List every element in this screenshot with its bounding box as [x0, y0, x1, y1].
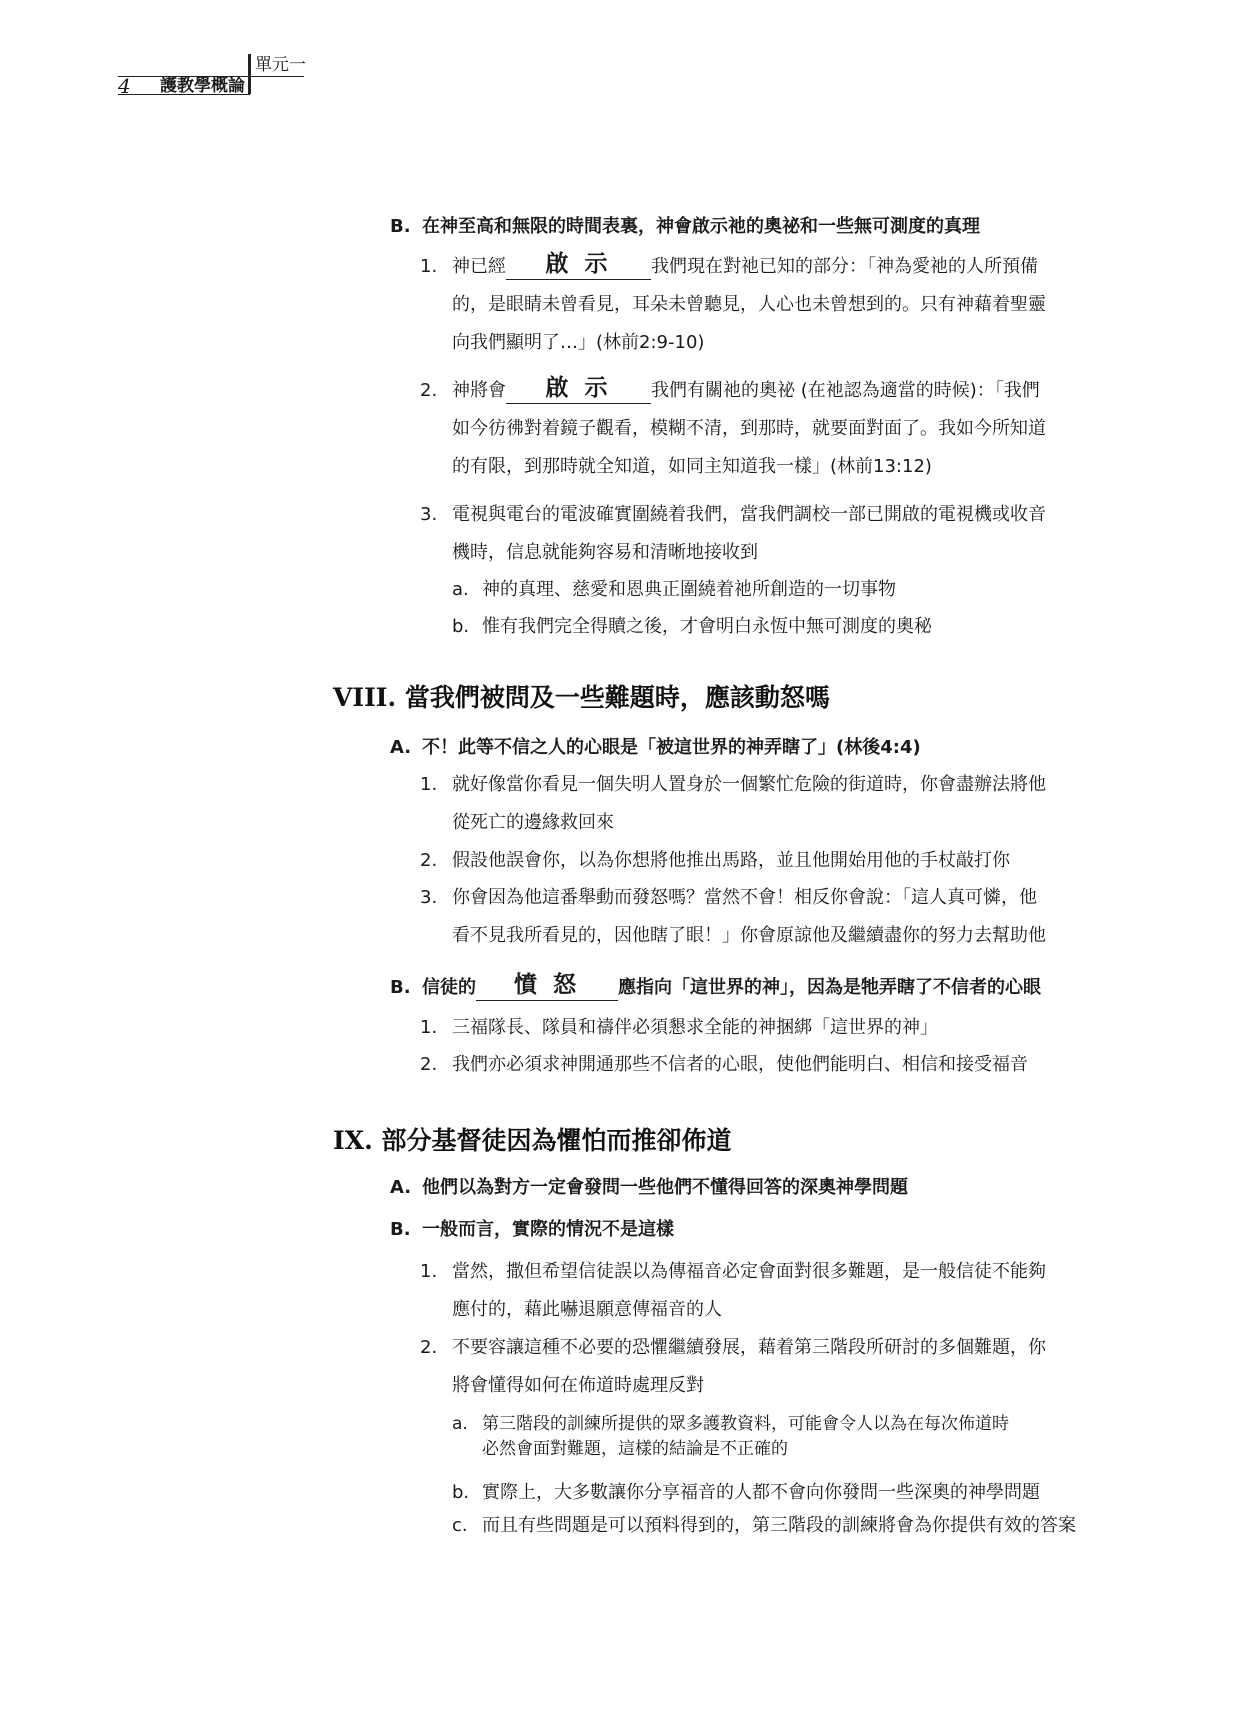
section-heading-viii: VIII. 當我們被問及一些難題時，應該動怒嗎: [333, 683, 830, 712]
outline-item-B2: [420, 372, 1115, 486]
item-text: 而且有些問題是可以預料得到的，第三階段的訓練將會為你提供有效的答案: [482, 1515, 1076, 1536]
header-divider: [248, 54, 251, 94]
fill-in-blank-answer: 憤 怒: [476, 970, 618, 1001]
item-text: 應指向「這世界的神」，因為是牠弄瞎了不信者的心眼: [618, 977, 1041, 998]
item-marker: 3.: [420, 504, 438, 525]
item-text: 實際上，大多數讓你分享福音的人都不會向你發問一些深奧的神學問題: [482, 1482, 1040, 1503]
item-marker: 1.: [420, 774, 438, 795]
item-marker: A.: [390, 737, 412, 758]
item-marker: B.: [390, 977, 411, 998]
item-marker: A.: [390, 1177, 412, 1198]
item-text: 神的真理、慈愛和恩典正圍繞着祂所創造的一切事物: [482, 579, 896, 600]
section-heading-ix: IX. 部分基督徒因為懼怕而推卻佈道: [333, 1126, 732, 1155]
item-marker: a.: [452, 579, 469, 600]
item-text: 的有限，到那時就全知道，如同主知道我一樣」(林前13:12): [452, 456, 932, 477]
item-marker: 1.: [420, 1017, 438, 1038]
outline-item-IX-B2c: [452, 1507, 1114, 1545]
outline-item-B3b: [452, 608, 1114, 646]
outline-item-VIII-B2: [420, 1046, 1115, 1084]
outline-item-VIII-B: [390, 969, 1110, 1007]
item-text: 第三階段的訓練所提供的眾多護教資料，可能會令人以為在每次佈道時: [482, 1414, 1009, 1434]
item-marker: 2.: [420, 1337, 438, 1358]
item-marker: 1.: [420, 256, 438, 277]
item-text: 電視與電台的電波確實圍繞着我們，當我們調校一部已開啟的電視機或收音: [452, 504, 1046, 525]
item-text: 一般而言，實際的情況不是這樣: [422, 1219, 674, 1240]
item-text: 就好像當你看見一個失明人置身於一個繁忙危險的街道時，你會盡辦法將他: [452, 774, 1046, 795]
item-text: 應付的，藉此嚇退願意傳福音的人: [452, 1299, 722, 1320]
outline-item-VIII-A2: [420, 842, 1115, 880]
item-text: 不！此等不信之人的心眼是「被這世界的神弄瞎了」(林後4:4): [422, 737, 921, 758]
item-text: 三福隊長、隊員和禱伴必須懇求全能的神捆綁「這世界的神」: [452, 1017, 938, 1038]
item-text: 機時，信息就能夠容易和清晰地接收到: [452, 542, 758, 563]
item-text: 惟有我們完全得贖之後，才會明白永恆中無可測度的奧秘: [482, 616, 932, 637]
item-text: 我們現在對祂已知的部分：「神為愛祂的人所預備: [651, 256, 1038, 277]
item-text: 向我們顯明了…」(林前2:9-10): [452, 332, 705, 353]
item-text: 信徒的: [422, 977, 476, 998]
item-text: 你會因為他這番舉動而發怒嗎？當然不會！相反你會說：「這人真可憐，他: [452, 887, 1037, 908]
item-text: 神將會: [452, 380, 506, 401]
item-marker: 2.: [420, 380, 438, 401]
item-text: 我們有關祂的奧祕 (在祂認為適當的時候)：「我們: [651, 380, 1040, 401]
item-marker: B.: [390, 1219, 411, 1240]
outline-item-B1: [420, 248, 1115, 362]
item-text: 假設他誤會你，以為你想將他推出馬路，並且他開始用他的手杖敲打你: [452, 850, 1010, 871]
outline-item-B3: [420, 496, 1115, 572]
outline-item-VIII-B1: [420, 1009, 1115, 1047]
outline-item-VIII-A3: [420, 879, 1115, 955]
item-marker: 1.: [420, 1261, 438, 1282]
item-marker: b.: [452, 1482, 470, 1503]
outline-item-IX-B: [390, 1211, 1110, 1249]
item-text: 看不見我所看見的，因他瞎了眼！」你會原諒他及繼續盡你的努力去幫助他: [452, 925, 1046, 946]
item-marker: 3.: [420, 887, 438, 908]
outline-item-VIII-A: [390, 729, 1110, 767]
outline-item-IX-A: [390, 1169, 1110, 1207]
item-text: 我們亦必須求神開通那些不信者的心眼，使他們能明白、相信和接受福音: [452, 1054, 1028, 1075]
item-text: 如今彷彿對着鏡子觀看，模糊不清，到那時，就要面對面了。我如今所知道: [452, 418, 1046, 439]
item-marker: a.: [452, 1414, 468, 1434]
outline-item-IX-B1: [420, 1253, 1115, 1329]
item-marker: c.: [452, 1515, 468, 1536]
item-text: 當然，撒但希望信徒誤以為傳福音必定會面對很多難題，是一般信徒不能夠: [452, 1261, 1046, 1282]
outline-item-B3a: [452, 571, 1114, 609]
item-text: 神已經: [452, 256, 506, 277]
item-text: 他們以為對方一定會發問一些他們不懂得回答的深奧神學問題: [422, 1177, 908, 1198]
outline-item-IX-B2: [420, 1329, 1115, 1405]
unit-label: 單元一: [255, 55, 306, 75]
book-title: 護教學概論: [160, 76, 245, 96]
outline-item-B: [390, 208, 1110, 246]
item-marker: B.: [390, 216, 411, 237]
item-text: 將會懂得如何在佈道時處理反對: [452, 1375, 704, 1396]
item-text: 從死亡的邊緣救回來: [452, 812, 614, 833]
outline-item-VIII-A1: [420, 766, 1115, 842]
fill-in-blank-answer: 啟 示: [506, 249, 651, 280]
item-text: 的，是眼睛未曾看見，耳朵未曾聽見，人心也未曾想到的。只有神藉着聖靈: [452, 294, 1046, 315]
fill-in-blank-answer: 啟 示: [506, 373, 651, 404]
item-marker: b.: [452, 616, 470, 637]
item-marker: 2.: [420, 1054, 438, 1075]
item-text: 不要容讓這種不必要的恐懼繼續發展，藉着第三階段所研討的多個難題，你: [452, 1337, 1046, 1358]
outline-item-IX-B2a: [452, 1412, 1114, 1462]
item-text: 在神至高和無限的時間表裏，神會啟示祂的奧祕和一些無可測度的真理: [422, 216, 980, 237]
item-text: 必然會面對難題，這樣的結論是不正確的: [482, 1439, 788, 1459]
item-marker: 2.: [420, 850, 438, 871]
page-number: 4: [118, 74, 131, 98]
running-header: [0, 0, 1240, 110]
